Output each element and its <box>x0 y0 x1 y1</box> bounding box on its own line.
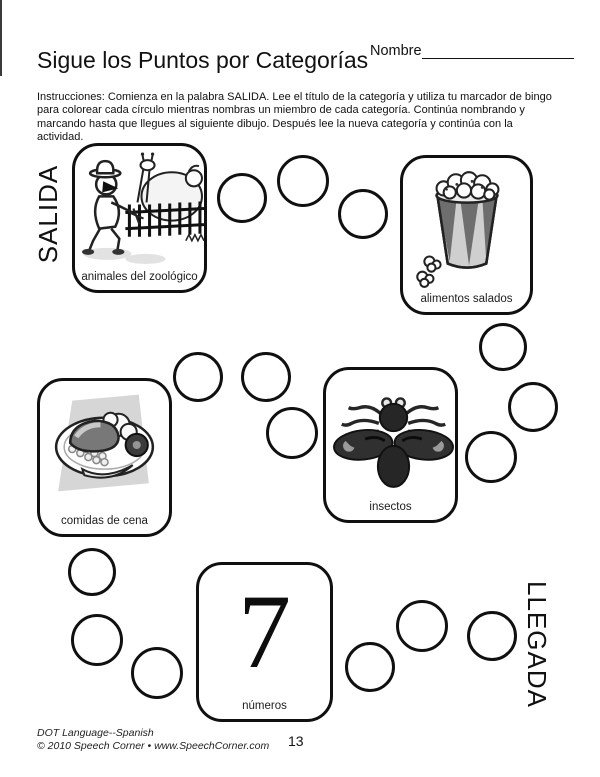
name-input-line[interactable] <box>422 42 574 59</box>
category-label: comidas de cena <box>61 515 148 527</box>
category-box-dinner-foods <box>37 378 172 537</box>
footer <box>37 727 269 753</box>
zookeeper-and-zoo-animals-icon <box>77 150 206 264</box>
name-label: Nombre <box>370 43 422 59</box>
bingo-dot[interactable] <box>68 548 116 596</box>
footer-series: DOT Language--Spanish <box>37 727 154 739</box>
end-label: LLEGADA <box>522 581 552 708</box>
bingo-dot[interactable] <box>338 189 388 239</box>
bingo-dot[interactable] <box>396 600 448 652</box>
popcorn-bucket-icon <box>411 160 523 292</box>
bingo-dot[interactable] <box>465 431 517 483</box>
bingo-dot[interactable] <box>173 352 223 402</box>
page-title: Sigue los Puntos por Categorías <box>37 47 369 74</box>
fly-icon <box>330 380 457 498</box>
category-box-zoo-animals <box>72 143 207 293</box>
footer-copyright: © 2010 Speech Corner • www.SpeechCorner.com <box>37 740 270 752</box>
start-label: SALIDA <box>33 164 63 264</box>
category-box-salty-foods <box>400 155 533 315</box>
scan-edge-mark <box>0 0 2 76</box>
numeral-icon: 7 <box>238 573 291 690</box>
category-box-numbers <box>196 562 333 722</box>
bingo-dot[interactable] <box>131 647 183 699</box>
bingo-dot[interactable] <box>71 614 123 666</box>
category-label: insectos <box>369 501 412 513</box>
bingo-dot[interactable] <box>508 382 558 432</box>
dinner-plate-icon <box>42 386 171 510</box>
category-box-insects <box>323 367 458 523</box>
bingo-dot[interactable] <box>241 352 291 402</box>
page-number: 13 <box>288 733 304 749</box>
bingo-dot[interactable] <box>467 611 517 661</box>
bingo-dot[interactable] <box>217 173 267 223</box>
category-label: alimentos salados <box>420 293 513 305</box>
bingo-dot[interactable] <box>277 155 329 207</box>
category-label: animales del zoológico <box>81 271 198 283</box>
instructions-text: Instrucciones: Comienza en la palabra SALIDA. Lee el título de la categoría y utiliza tu marcador de bingo para colorear cada círculo mientras nombras un miembro de cada categoría. Continúa nombrando y marcando hasta que llegues al siguiente dibujo. Después lee la nueva categoría y continúa con la actividad. <box>37 91 552 144</box>
category-label: números <box>242 700 287 712</box>
name-field-row <box>370 42 574 59</box>
bingo-dot[interactable] <box>266 407 318 459</box>
bingo-dot[interactable] <box>345 642 395 692</box>
bingo-dot[interactable] <box>479 323 527 371</box>
